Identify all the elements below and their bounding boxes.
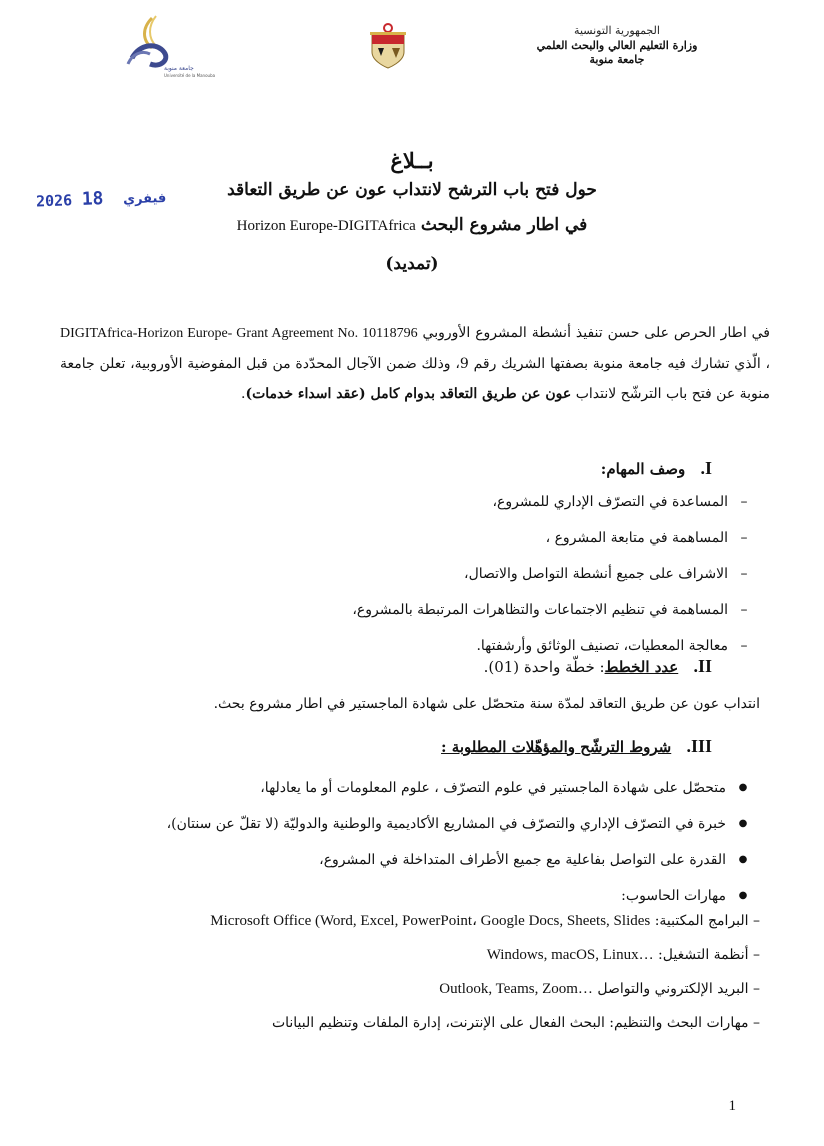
project-line-ar: في اطار مشروع البحث	[420, 215, 588, 235]
stamp-day: 18	[81, 188, 104, 210]
list-item: ● خبرة في التصرّف الإداري والتصرّف في المشاريع الأكاديمية والوطنية والدوليّة (لا تقلّ عن سنتان)،	[60, 806, 760, 842]
skill-value: Windows, macOS, Linux…	[486, 947, 654, 963]
intro-text-1: في اطار الحرص على حسن تنفيذ أنشطة المشروع الأوروبي	[422, 325, 770, 341]
tunisia-emblem	[366, 22, 410, 70]
skill-research: – مهارات البحث والتنظيم: البحث الفعال على الإنترنت، إدارة الملفات وتنظيم البيانات	[60, 1010, 760, 1036]
section-tasks-heading	[601, 458, 712, 479]
skill-mail	[60, 976, 760, 1002]
section-title: شروط الترشّح والمؤهّلات المطلوبة :	[441, 738, 672, 756]
positions-description: انتداب عون عن طريق التعاقد لمدّة سنة متحصّل على شهادة الماجستير في اطار مشروع بحث.	[213, 696, 760, 712]
institution-header	[532, 24, 702, 66]
list-item: – معالجة المعطيات، تصنيف الوثائق وأرشفتها.	[60, 628, 760, 664]
page-number: 1	[728, 1098, 736, 1114]
positions-count: : خطّة واحدة (01).	[483, 658, 605, 676]
logo-text-ar: جامعة منوبة	[164, 65, 194, 72]
skill-label: البريد الإلكتروني والتواصل	[597, 981, 749, 997]
list-item: – المساهمة في تنظيم الاجتماعات والتظاهرات المرتبطة بالمشروع،	[60, 592, 760, 628]
section-title: عدد الخطط	[604, 658, 679, 676]
university-logo	[112, 14, 216, 84]
computer-skills	[60, 908, 760, 1044]
section-number: I.	[700, 458, 712, 478]
announcement-title: بــلاغ	[390, 148, 434, 173]
intro-paragraph	[60, 318, 770, 409]
intro-bold: عون عن طريق التعاقد بدوام كامل (عقد اسداء خدمات)	[245, 386, 572, 402]
list-item: – الاشراف على جميع أنشطة التواصل والاتصال،	[60, 556, 760, 592]
skill-label: البرامج المكتبية:	[654, 913, 749, 929]
section-title: وصف المهام:	[600, 460, 686, 478]
stamp-year: 2026	[35, 191, 73, 211]
intro-end: .	[241, 386, 246, 402]
list-item: – المساهمة في متابعة المشروع ،	[60, 520, 760, 556]
extension-label: (تمديد)	[385, 254, 439, 274]
grant-agreement: DIGITAfrica-Horizon Europe- Grant Agreement No. 10118796	[60, 326, 418, 341]
tasks-list	[60, 484, 760, 664]
skill-value: Outlook, Teams, Zoom…	[439, 981, 593, 997]
section-positions-heading	[484, 656, 712, 677]
stamp-month: فيفري	[122, 190, 167, 208]
section-requirements-heading	[441, 736, 712, 757]
skill-value: Microsoft Office (Word, Excel, PowerPoint، Google Docs, Sheets, Slides	[210, 913, 651, 929]
logo-text-fr: Université de la Manouba	[164, 73, 216, 78]
announcement-subtitle: حول فتح باب الترشح لانتداب عون عن طريق التعاقد	[227, 180, 597, 200]
skill-os	[60, 942, 760, 968]
list-item: ● مهارات الحاسوب:	[60, 878, 760, 914]
project-name: Horizon Europe-DIGITAfrica	[236, 218, 416, 234]
list-item: ● القدرة على التواصل بفاعلية مع جميع الأطراف المتداخلة في المشروع،	[60, 842, 760, 878]
list-item: ● متحصّل على شهادة الماجستير في علوم التصرّف ، علوم المعلومات أو ما يعادلها،	[60, 770, 760, 806]
skill-office	[60, 908, 760, 934]
section-number: III.	[686, 736, 712, 756]
list-item: – المساعدة في التصرّف الإداري للمشروع،	[60, 484, 760, 520]
republic-label: الجمهورية التونسية	[574, 24, 660, 37]
requirements-list	[60, 770, 760, 914]
intro-text-2: ، الّذي تشارك فيه جامعة منوبة بصفتها الشريك رقم 9، وذلك ضمن الآجال المحدّدة من قبل المفوضية الأوروبية، تعلن جامعة منوبة عن فتح باب الترشّح لانتداب	[60, 356, 771, 402]
university-label: جامعة منوبة	[589, 53, 645, 66]
section-number: II.	[693, 656, 712, 676]
skill-label: أنظمة التشغيل:	[658, 947, 749, 963]
project-line	[0, 215, 824, 235]
ministry-label: وزارة التعليم العالي والبحث العلمي	[536, 39, 698, 52]
